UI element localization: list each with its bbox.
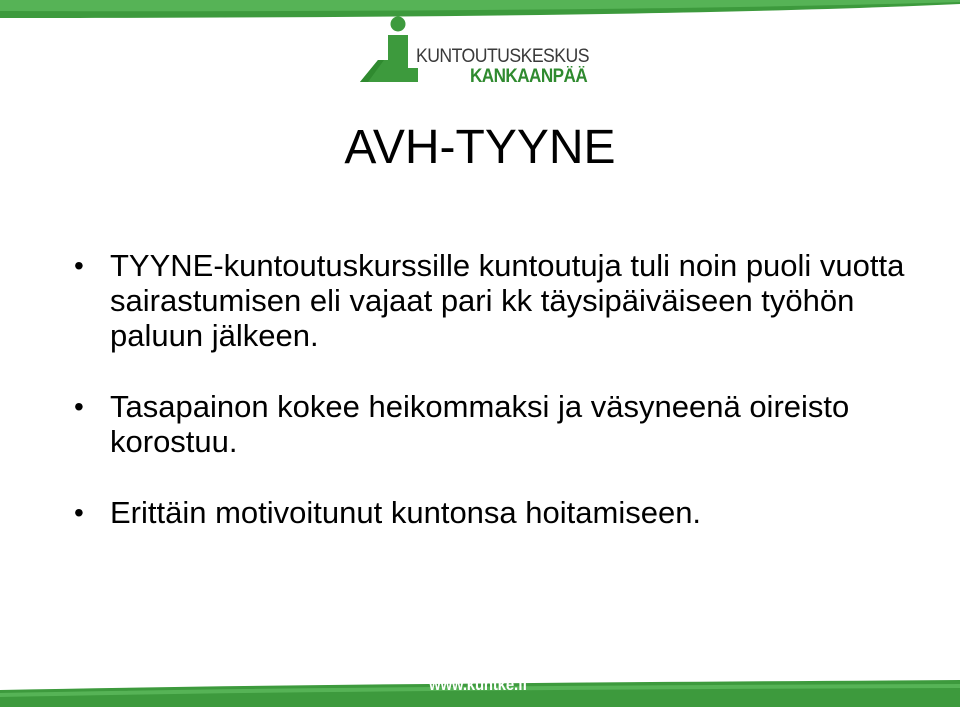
person-figure-logo-icon (358, 16, 418, 86)
bullet-text: TYYNE-kuntoutuskurssille kuntoutuja tuli noin puoli vuotta sairastumisen eli vajaat pari kk täysipäiväiseen työhön paluun jälkeen. (110, 248, 905, 353)
bullet-item (70, 389, 910, 459)
bullet-item (70, 495, 910, 530)
bullet-list (70, 248, 910, 530)
logo-text-line1: KUNTOUTUSKESKUS (416, 46, 589, 67)
bullet-marker: • (74, 497, 84, 528)
slide-title: AVH-TYYNE (344, 121, 616, 174)
logo-text-line2: KANKAANPÄÄ (470, 66, 588, 87)
brand-logo (358, 16, 598, 88)
bullet-marker: • (74, 250, 84, 281)
bullet-marker: • (74, 391, 84, 422)
bullet-text: Tasapainon kokee heikommaksi ja väsyneenä oireisto korostuu. (110, 389, 850, 459)
bullet-text: Erittäin motivoitunut kuntonsa hoitamiseen. (110, 495, 702, 530)
bullet-item (70, 248, 910, 353)
footer-website-link[interactable]: www.kuntke.fi (429, 675, 527, 694)
